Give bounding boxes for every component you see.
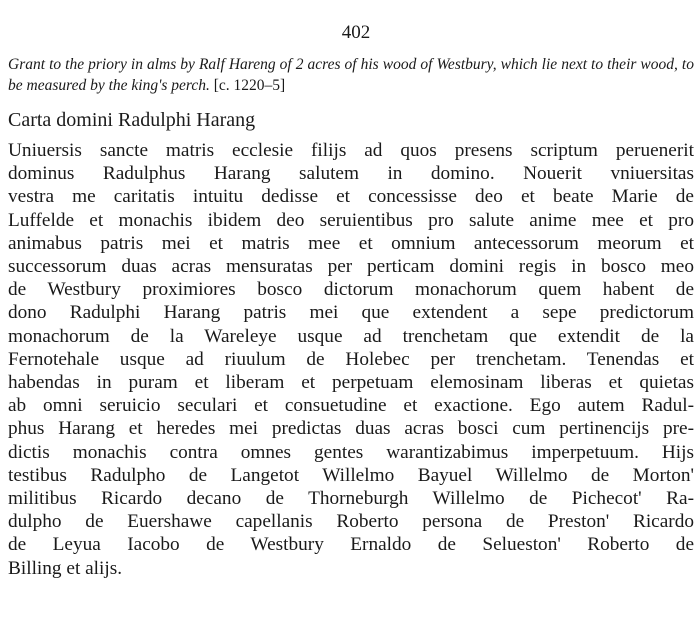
charter-line: de Leyua Iacobo de Westbury Ernaldo de Selueston' Roberto de	[8, 534, 694, 556]
charter-line: Luffelde et monachis ibidem deo seruientibus pro salute anime mee et pro	[8, 209, 694, 231]
charter-line: dulpho de Euershawe capellanis Roberto persona de Preston' Ricardo	[8, 511, 694, 533]
charter-line: Billing et alijs.	[8, 557, 123, 579]
charter-line: monachorum de la Wareleye usque ad trenchetam que extendit de la	[8, 325, 694, 347]
charter-line: Fernotehale usque ad riuulum de Holebec per trenchetam. Tenendas et	[8, 348, 694, 370]
heading-text: Grant to the priory in alms by Ralf Hareng of 2 acres of his wood of Westbury, which lie next to their wood, to be measured by the king's perch.	[8, 56, 694, 94]
charter-line: ab omni seruicio seculari et consuetudine et exactione. Ego autem Radul-	[8, 395, 694, 417]
charter-line: testibus Radulpho de Langetot Willelmo Bayuel Willelmo de Morton'	[8, 464, 694, 486]
charter-heading	[8, 54, 694, 96]
charter-line: vestra me caritatis intuitu dedisse et concessisse deo et beate Marie de	[8, 186, 694, 208]
charter-line: successorum duas acras mensuratas per perticam domini regis in bosco meo	[8, 256, 694, 278]
charter-line: dominus Radulphus Harang salutem in domino. Nouerit vniuersitas	[8, 163, 694, 185]
charter-line: animabus patris mei et matris mee et omnium antecessorum meorum et	[8, 232, 694, 254]
charter-line: dono Radulphi Harang patris mei que extendent a sepe predictorum	[8, 302, 694, 324]
document-page	[8, 22, 694, 580]
charter-line: phus Harang et heredes mei predictas duas acras bosci cum pertinencijs pre-	[8, 418, 694, 440]
charter-line: militibus Ricardo decano de Thorneburgh Willelmo de Pichecot' Ra-	[8, 488, 694, 510]
charter-line: de Westbury proximiores bosco dictorum monachorum quem habent de	[8, 279, 694, 301]
page-number: 402	[341, 22, 371, 43]
charter-title: Carta domini Radulphi Harang	[8, 109, 256, 131]
charter-body	[8, 139, 694, 580]
charter-line: Uniuersis sancte matris ecclesie filijs ad quos presens scriptum peruenerit	[8, 140, 694, 161]
charter-line: habendas in puram et liberam et perpetuam elemosinam liberas et quietas	[8, 372, 694, 394]
charter-line: dictis monachis contra omnes gentes warantizabimus imperpetuum. Hijs	[8, 441, 694, 463]
heading-date: [c. 1220–5]	[213, 77, 286, 94]
